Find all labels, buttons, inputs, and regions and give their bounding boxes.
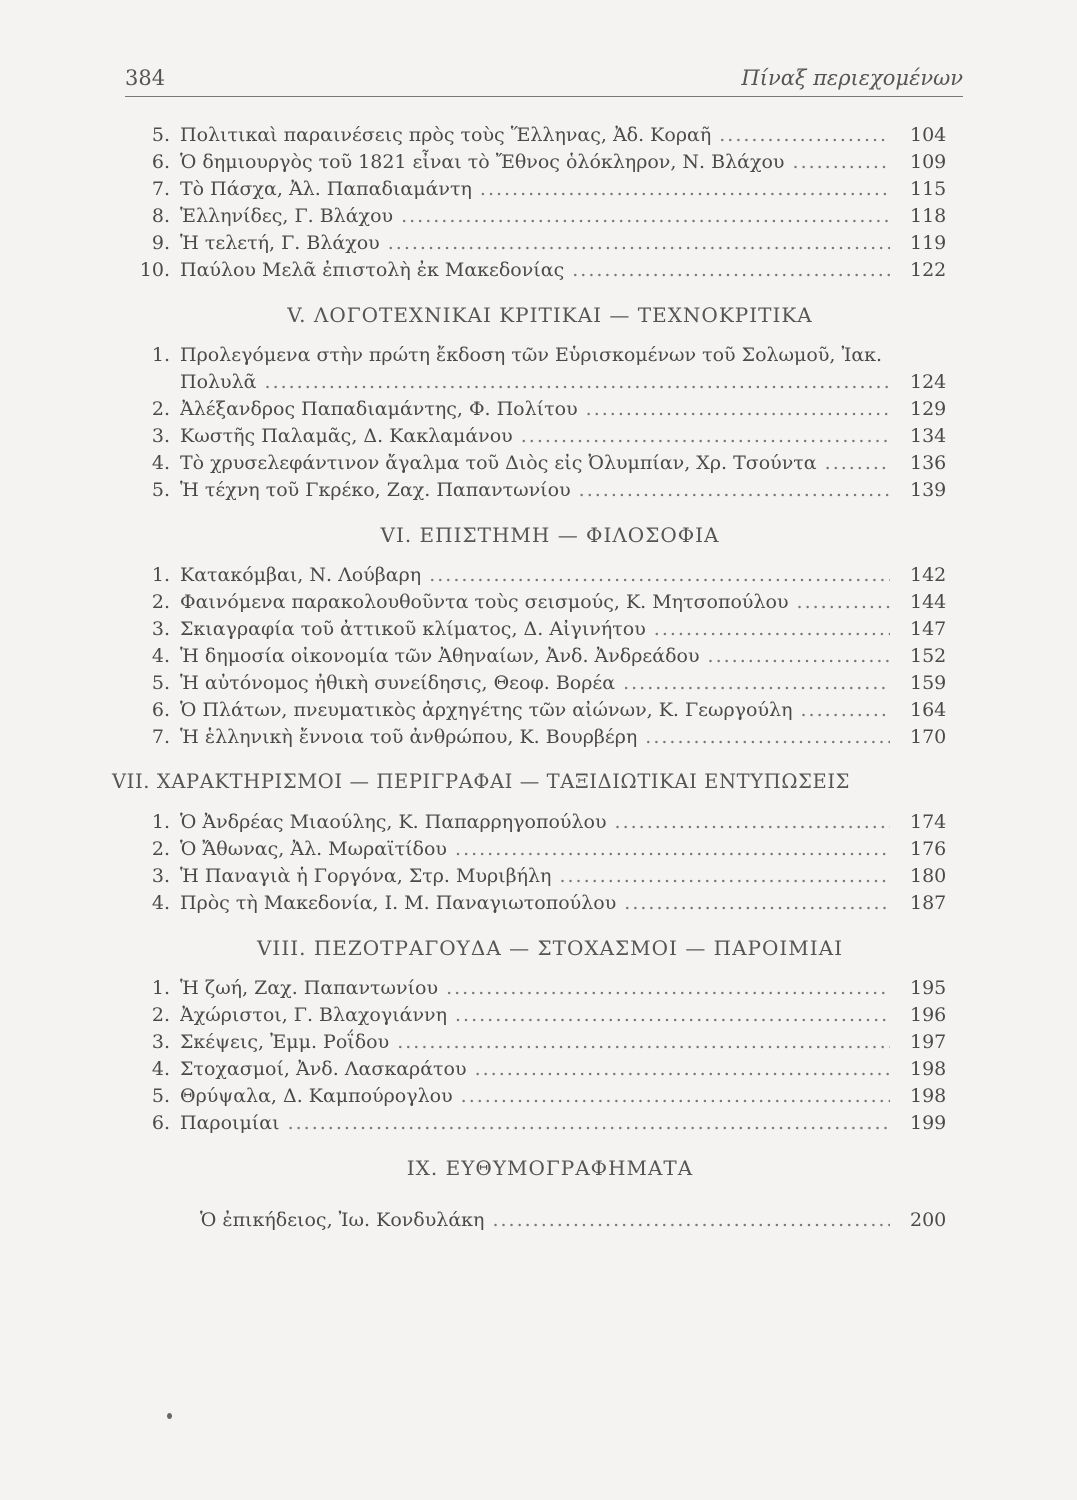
entry-title: Πολιτικαὶ παραινέσεις πρὸς τοὺς Ἕλληνας, Ἀδ. Κοραῆ ..... (180, 122, 890, 149)
toc-entry[interactable] (130, 203, 970, 230)
toc-entry[interactable] (130, 423, 970, 450)
entry-number: 7. (151, 726, 170, 748)
entry-title: Κωστῆς Παλαμᾶς, Δ. Κακλαμάνου ..... (180, 423, 890, 450)
toc-entry[interactable] (130, 836, 970, 863)
toc-entry[interactable] (130, 670, 970, 697)
entry-page: 129 (910, 398, 947, 420)
entry-page: 119 (910, 232, 947, 254)
entry-number: 4. (151, 892, 170, 914)
section-title-viii: VIII. ΠΕΖΟΤΡΑΓΟΥΔΑ — ΣΤΟΧΑΣΜΟΙ — ΠΑΡΟΙΜΙΑΙ (256, 936, 844, 960)
toc-entry[interactable] (130, 342, 970, 369)
entry-page: 134 (910, 425, 947, 447)
toc-entry[interactable] (130, 589, 970, 616)
entry-title: Πρὸς τὴ Μακεδονία, Ι. Μ. Παναγιωτοπούλου ..... (180, 890, 890, 917)
entry-number: 5. (151, 124, 170, 146)
entry-page: 144 (910, 591, 947, 613)
toc-entry[interactable] (130, 975, 970, 1002)
entry-title: Ὁ Ἄθωνας, Ἀλ. Μωραϊτίδου ..... (180, 836, 890, 863)
toc-entry[interactable] (130, 616, 970, 643)
entry-number: 1. (151, 564, 170, 586)
entry-title: Ἑλληνίδες, Γ. Βλάχου ..... (180, 203, 890, 230)
entry-page: 142 (910, 564, 947, 586)
table-of-contents (112, 122, 970, 1235)
toc-entry[interactable] (130, 450, 970, 477)
entry-title: Ἀλέξανδρος Παπαδιαμάντης, Φ. Πολίτου ..... (180, 396, 890, 423)
section-title-ix: IX. ΕΥΘΥΜΟΓΡΑΦΗΜΑΤΑ (406, 1156, 694, 1180)
entry-title: Κατακόμβαι, Ν. Λούβαρη ..... (180, 562, 890, 589)
entry-page: 196 (910, 1004, 947, 1026)
entry-title: Ὁ Ἀνδρέας Μιαούλης, Κ. Παπαρρηγοπούλου ..... (180, 809, 890, 836)
entry-title: Ὁ Πλάτων, πνευματικὸς ἀρχηγέτης τῶν αἰώνων, Κ. Γεωργούλη ..... (180, 697, 890, 724)
toc-entry[interactable] (130, 697, 970, 724)
toc-entry[interactable] (130, 230, 970, 257)
entry-page: 198 (910, 1058, 947, 1080)
toc-entry[interactable] (130, 1205, 970, 1235)
entry-title: Ἡ τελετή, Γ. Βλάχου ..... (180, 230, 890, 257)
entry-number: 10. (139, 259, 170, 281)
entry-page: 147 (910, 618, 947, 640)
entry-page: 118 (910, 205, 947, 227)
entry-page: 170 (910, 726, 947, 748)
entry-number: 2. (151, 398, 170, 420)
entry-page: 195 (910, 977, 947, 999)
header-rule (125, 96, 963, 97)
entry-number: 2. (151, 591, 170, 613)
toc-entry[interactable] (130, 1083, 970, 1110)
toc-entry[interactable] (130, 396, 970, 423)
entry-number: 9. (151, 232, 170, 254)
entry-page: 174 (910, 811, 947, 833)
entry-page: 176 (910, 838, 947, 860)
entry-title: Προλεγόμενα στὴν πρώτη ἔκδοση τῶν Εὑρισκομένων τοῦ Σολωμοῦ, Ἰακ. (180, 344, 883, 366)
entry-title: Ἡ ζωή, Ζαχ. Παπαντωνίου ..... (180, 975, 890, 1002)
entry-page: 187 (910, 892, 947, 914)
toc-entry[interactable] (130, 724, 970, 751)
entry-page: 197 (910, 1031, 947, 1053)
entry-title: Ἡ Παναγιὰ ἡ Γοργόνα, Στρ. Μυριβήλη ..... (180, 863, 890, 890)
entry-page: 109 (910, 151, 947, 173)
entry-number: 4. (151, 1058, 170, 1080)
ink-dot (167, 1413, 172, 1419)
toc-entry[interactable] (130, 863, 970, 890)
entry-number: 1. (151, 811, 170, 833)
toc-entry[interactable] (130, 1029, 970, 1056)
entry-title: Ἡ τέχνη τοῦ Γκρέκο, Ζαχ. Παπαντωνίου ..... (180, 477, 890, 504)
entry-number: 6. (151, 1112, 170, 1134)
entry-number: 8. (151, 205, 170, 227)
entry-page: 164 (910, 699, 947, 721)
entry-number: 5. (151, 479, 170, 501)
entry-page: 104 (910, 124, 947, 146)
entry-title: Τὸ χρυσελεφάντινον ἄγαλμα τοῦ Διὸς εἰς Ὀλυμπίαν, Χρ. Τσούντα ..... (180, 450, 890, 477)
entry-title: Στοχασμοί, Ἀνδ. Λασκαράτου ..... (180, 1056, 890, 1083)
entry-page: 180 (910, 865, 947, 887)
entry-title: Πολυλᾶ ..... (180, 369, 890, 396)
toc-entry[interactable] (130, 1056, 970, 1083)
entry-number: 1. (151, 977, 170, 999)
entry-number: 2. (151, 838, 170, 860)
toc-entry[interactable] (130, 562, 970, 589)
entry-title: Ἡ αὐτόνομος ἠθικὴ συνείδησις, Θεοφ. Βορέα ..... (180, 670, 890, 697)
entry-number: 4. (151, 452, 170, 474)
entry-number: 3. (151, 865, 170, 887)
entry-page: 115 (910, 178, 947, 200)
entry-title: Παροιμίαι ..... (180, 1110, 890, 1137)
entry-title: Ἡ δημοσία οἰκονομία τῶν Ἀθηναίων, Ἀνδ. Ἀνδρεάδου ..... (180, 643, 890, 670)
entry-number: 3. (151, 425, 170, 447)
entry-page: 139 (910, 479, 947, 501)
section-title-v: V. ΛΟΓΟΤΕΧΝΙΚΑΙ ΚΡΙΤΙΚΑΙ — ΤΕΧΝΟΚΡΙΤΙΚΑ (287, 303, 813, 327)
toc-entry[interactable] (130, 643, 970, 670)
entry-number: 5. (151, 1085, 170, 1107)
entry-number: 4. (151, 645, 170, 667)
entry-title: Παύλου Μελᾶ ἐπιστολὴ ἐκ Μακεδονίας ..... (180, 257, 890, 284)
entry-title: Ὁ δημιουργὸς τοῦ 1821 εἶναι τὸ Ἔθνος ὁλόκληρον, Ν. Βλάχου ..... (180, 149, 890, 176)
entry-page: 152 (910, 645, 947, 667)
entry-title: Σκιαγραφία τοῦ ἀττικοῦ κλίματος, Δ. Αἰγινήτου ..... (180, 616, 890, 643)
entry-number: 2. (151, 1004, 170, 1026)
entry-title: Τὸ Πάσχα, Ἀλ. Παπαδιαμάντη ..... (180, 176, 890, 203)
toc-entry[interactable] (130, 257, 970, 284)
entry-page: 159 (910, 672, 947, 694)
entry-title: Θρύψαλα, Δ. Καμπούρογλου ..... (180, 1083, 890, 1110)
entry-page: 136 (910, 452, 947, 474)
page-number: 384 (125, 66, 166, 90)
toc-entry[interactable] (130, 176, 970, 203)
entry-page: 200 (910, 1209, 947, 1231)
running-title: Πίναξ περιεχομένων (741, 66, 963, 90)
toc-entry[interactable] (130, 1110, 970, 1137)
entry-number: 3. (151, 1031, 170, 1053)
entry-title: Φαινόμενα παρακολουθοῦντα τοὺς σεισμούς, Κ. Μητσοπούλου ..... (180, 589, 890, 616)
entry-title: Ἡ ἑλληνικὴ ἔννοια τοῦ ἀνθρώπου, Κ. Βουρβέρη ..... (180, 724, 890, 751)
toc-entry[interactable] (130, 1002, 970, 1029)
entry-number: 1. (151, 344, 170, 366)
entry-page: 122 (910, 259, 947, 281)
toc-entry[interactable] (130, 890, 970, 917)
toc-entry-continuation[interactable] (130, 369, 970, 396)
page-header (125, 60, 963, 90)
entry-title: Ἀχώριστοι, Γ. Βλαχογιάννη ..... (180, 1002, 890, 1029)
toc-entry[interactable] (130, 149, 970, 176)
section-title-vi: VI. ΕΠΙΣΤΗΜΗ — ΦΙΛΟΣΟΦΙΑ (380, 523, 720, 547)
entry-number: 3. (151, 618, 170, 640)
entry-page: 124 (910, 371, 947, 393)
entry-number: 6. (151, 151, 170, 173)
section-title-vii: VII. ΧΑΡΑΚΤΗΡΙΣΜΟΙ — ΠΕΡΙΓΡΑΦΑΙ — ΤΑΞΙΔΙΩΤΙΚΑΙ ΕΝΤΥΠΩΣΕΙΣ (112, 770, 851, 793)
toc-entry[interactable] (130, 122, 970, 149)
toc-entry[interactable] (130, 809, 970, 836)
toc-entry[interactable] (130, 477, 970, 504)
entry-title: Σκέψεις, Ἐμμ. Ροΐδου ..... (180, 1029, 890, 1056)
entry-title: Ὁ ἐπικήδειος, Ἰω. Κονδυλάκη ..... (200, 1205, 890, 1235)
entry-number: 5. (151, 672, 170, 694)
entry-page: 199 (910, 1112, 947, 1134)
entry-page: 198 (910, 1085, 947, 1107)
entry-number: 6. (151, 699, 170, 721)
entry-number: 7. (151, 178, 170, 200)
